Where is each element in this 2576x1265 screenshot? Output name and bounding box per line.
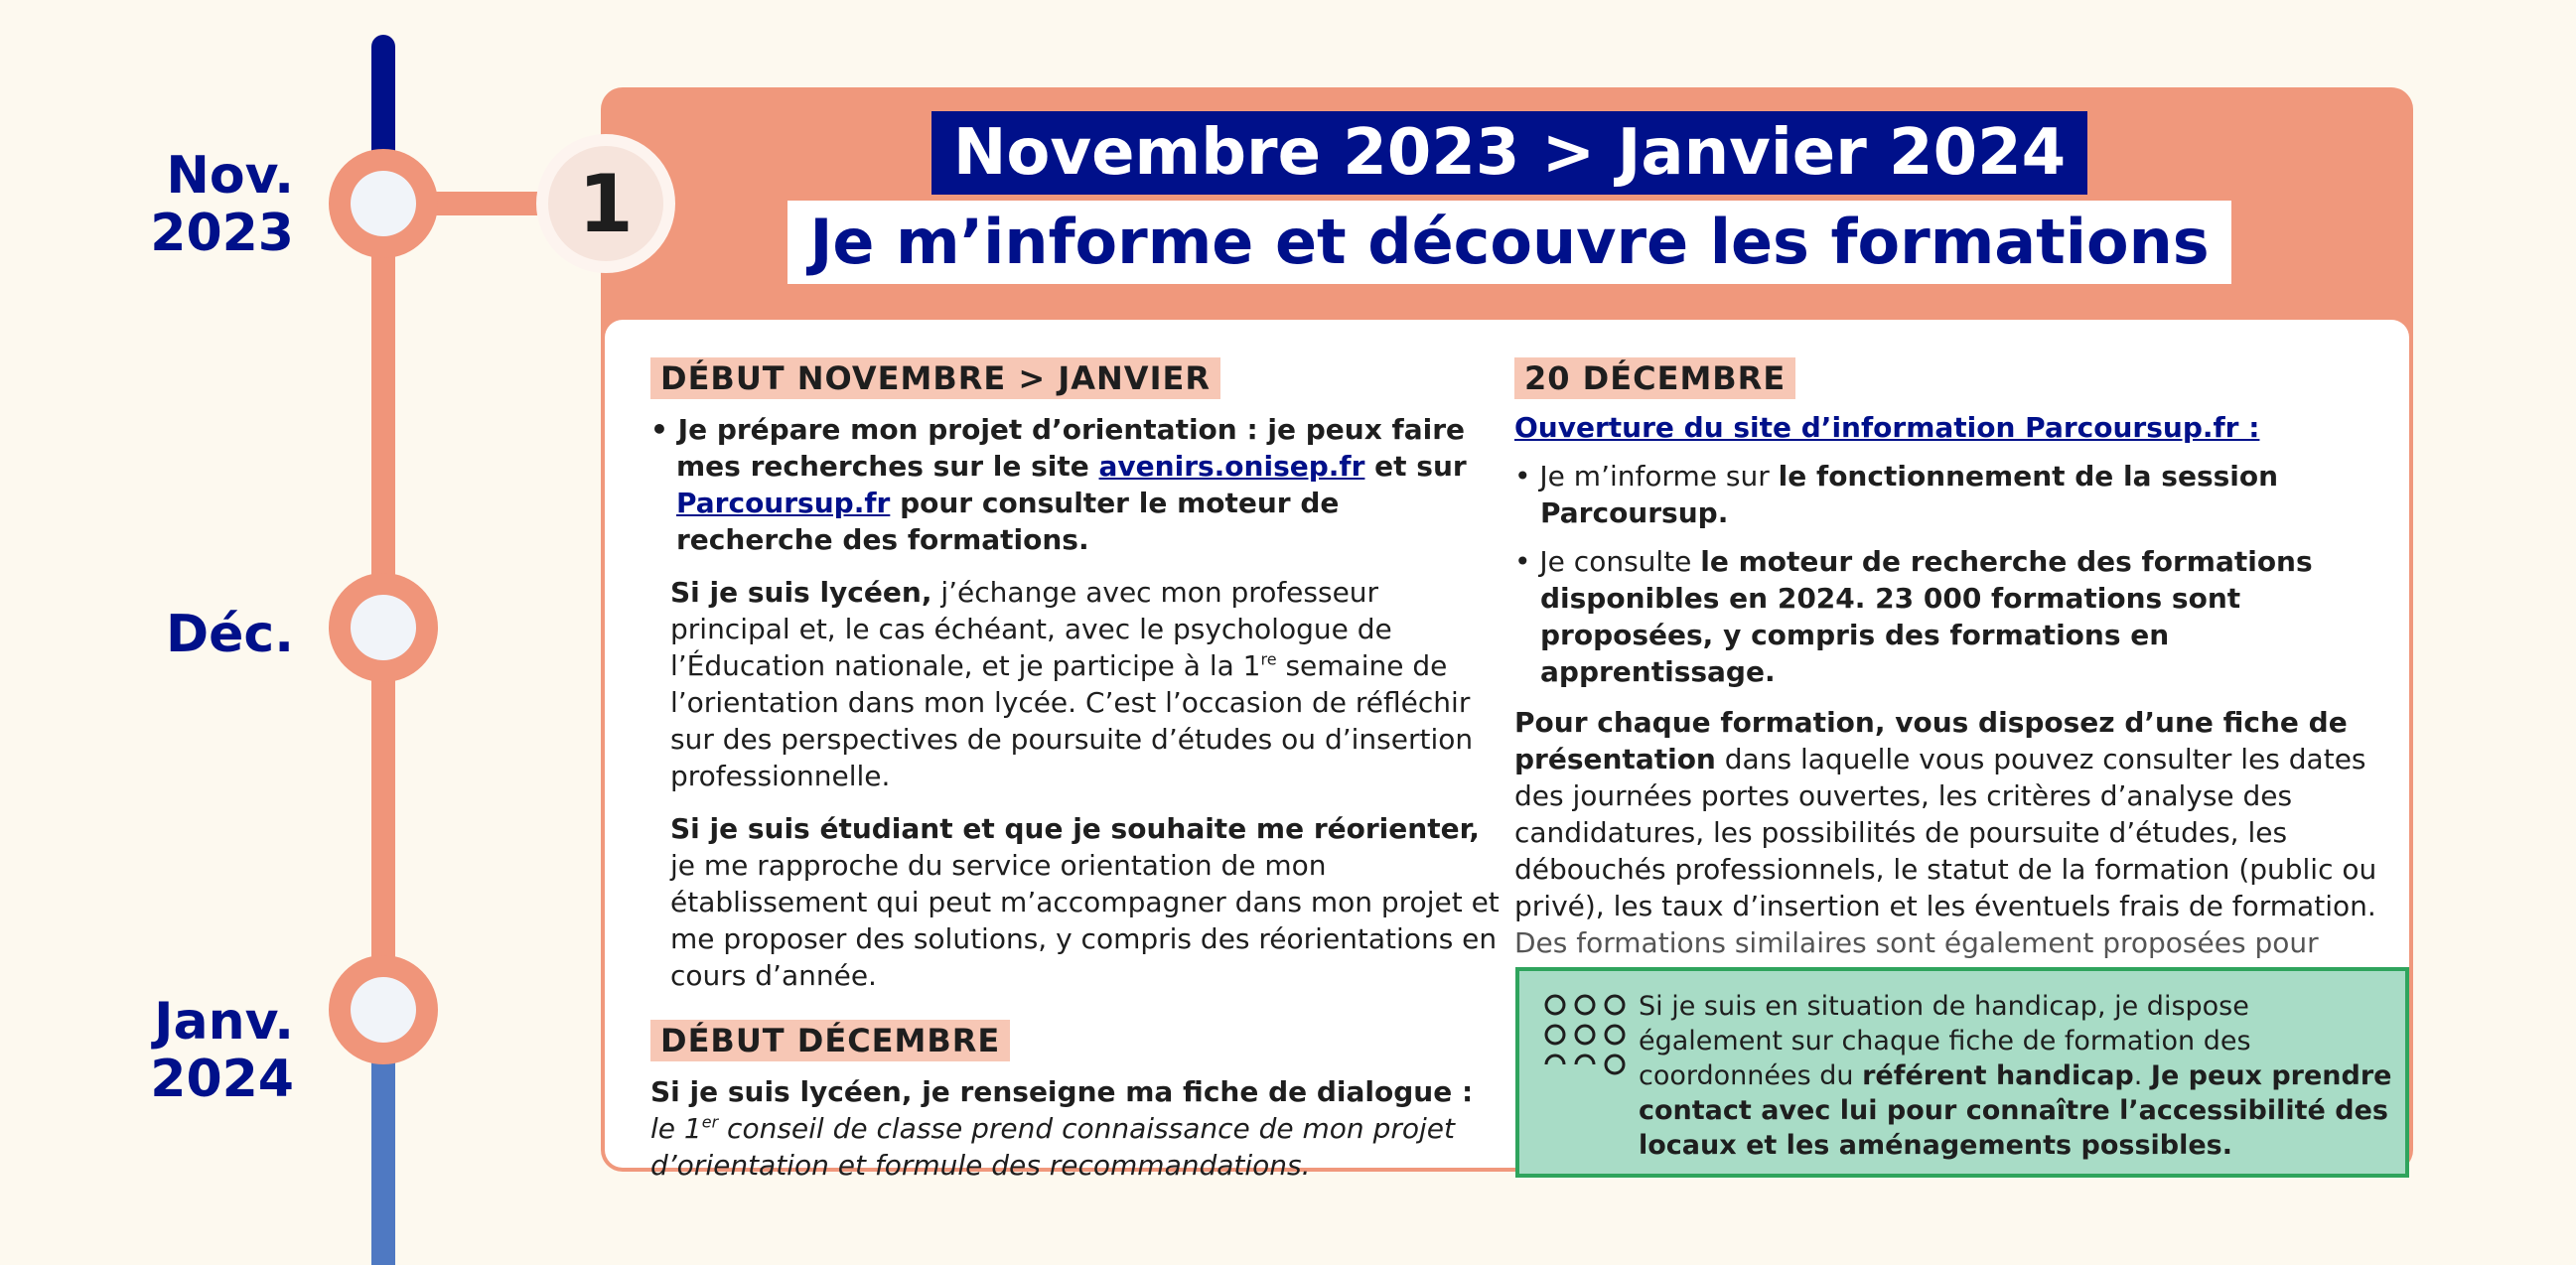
date-month: Nov. [166,146,294,206]
paragraph-etudiant: Si je suis étudiant et que je souhaite me réorienter, je me rapproche du service orientation de mon établissement qui peut m’accompagner dans mon projet et me proposer des solutions, y compris des réorientations en cours d’année. [670,812,1500,992]
paragraph-lyceen: Si je suis lycéen, j’échange avec mon professeur principal et, le cas échéant, avec le psychologue de l’Éducation nationale, et je participe à la 1re semaine de l’orientation dans mon lycée. C’est l’occasion de réfléchir sur des perspectives de poursuite d’études ou d’insertion professionnelle. [670,576,1474,792]
dialogue-text: le 1er conseil de classe prend connaissance de mon projet d’orientation et formule des recommandations. [650,1112,1455,1182]
timeline-node-dec [329,573,438,682]
period-title: Novembre 2023 > Janvier 2024 [606,111,2413,195]
date-year: 2024 [150,1050,294,1109]
section-tag-20-decembre: 20 DÉCEMBRE [1514,357,1795,399]
handicap-info-box [1515,967,2409,1178]
timeline-node-janv [329,955,438,1064]
step-number-badge: 1 [536,134,675,273]
card-subtitle: Je m’informe et découvre les formations [606,201,2413,284]
date-label-dec [166,606,294,663]
accessibility-icon [1541,993,1629,1080]
link-ouverture-parcoursup[interactable]: Ouverture du site d’information Parcoursup.fr : [1514,411,2260,444]
bullet-moteur-recherche: • Je consulte le moteur de recherche des formations disponibles en 2024. 23 000 formations sont proposées, y compris des formations en apprentissage. [1514,545,2313,688]
timeline-node-nov [329,149,438,258]
date-year: 2023 [150,204,294,263]
link-parcoursup[interactable]: Parcoursup.fr [676,487,891,519]
date-label-nov [150,147,294,262]
paragraph-fiche-presentation: Pour chaque formation, vous disposez d’une fiche de présentation dans laquelle vous pouvez consulter les dates des journées portes ouvertes, les critères d’analyse des candidatures, les possibilités de poursuite d’études, les débouchés professionnels, le statut de la formation (public ou privé), les taux d’insertion et les éventuels frais de formation. Des formations similaires sont également proposées pour [1514,706,2377,959]
right-column [1514,357,2383,998]
dialogue-heading: Si je suis lycéen, je renseigne ma fiche de dialogue : [650,1075,1474,1108]
section-tag-debut-novembre: DÉBUT NOVEMBRE > JANVIER [650,357,1220,399]
date-label-janv [150,993,294,1108]
date-month: Déc. [165,605,294,664]
date-month: Janv. [154,992,294,1052]
section-tag-debut-decembre: DÉBUT DÉCEMBRE [650,1020,1010,1061]
left-column [650,357,1504,1184]
handicap-text: Si je suis en situation de handicap, je dispose également sur chaque fiche de formation des coordonnées du référent handicap. Je peux prendre contact avec lui pour connaître l’accessibilité des locaux et les aménagements possibles. [1639,991,2392,1161]
timeline-connector [427,192,546,215]
link-onisep[interactable]: avenirs.onisep.fr [1098,450,1365,483]
timeline-segment-blue [371,1053,395,1265]
bullet-projet-orientation: • Je prépare mon projet d’orientation : je peux faire mes recherches sur le site avenirs.onisep.fr et sur Parcoursup.fr pour consulter le moteur de recherche des formations. [650,413,1467,556]
bullet-fonctionnement: • Je m’informe sur le fonctionnement de la session Parcoursup. [1514,460,2279,529]
